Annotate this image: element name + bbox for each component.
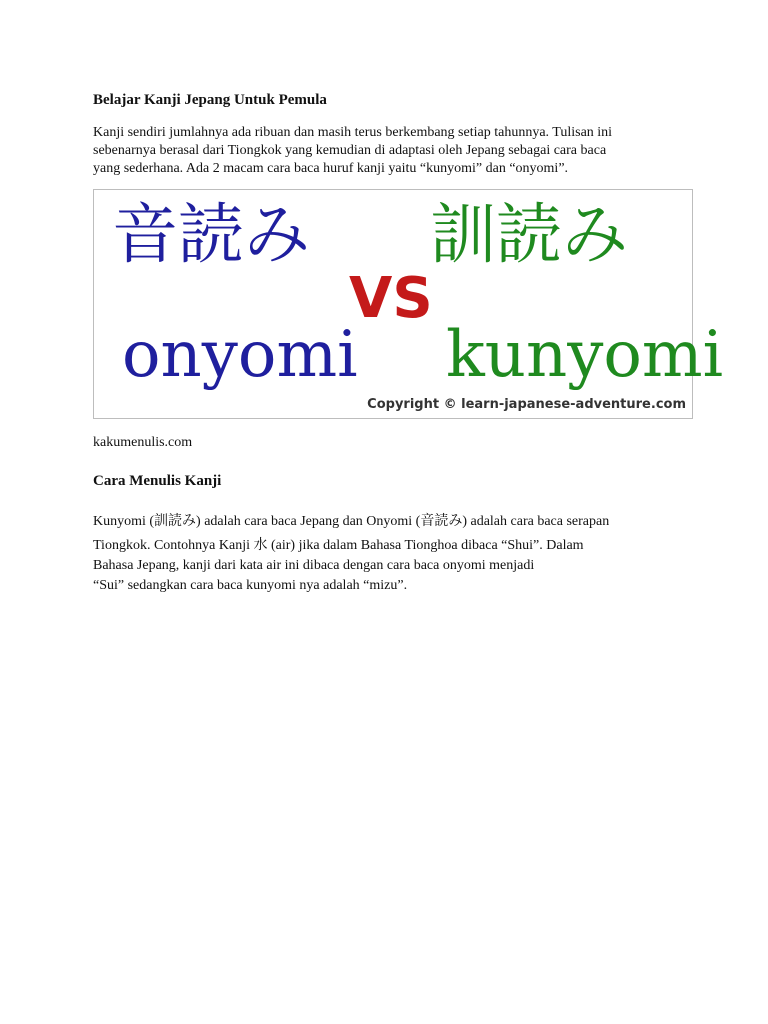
paragraph-line: Kunyomi (訓読み) adalah cara baca Jepang dan Onyomi (音読み) adalah cara baca serapan [93, 514, 610, 529]
kunyomi-kanji-label: 訓読み [430, 196, 628, 273]
paragraph-line: “Sui” sedangkan cara baca kunyomi nya adalah “mizu”. [93, 578, 408, 593]
onyomi-vs-kunyomi-image [93, 189, 724, 419]
section-heading-belajar: Belajar Kanji Jepang Untuk Pemula [93, 92, 327, 108]
image-caption: kakumenulis.com [93, 435, 193, 450]
onyomi-roman-label: onyomi [122, 318, 358, 392]
paragraph-line: Tiongkok. Contohnya Kanji 水 (air) jika dalam Bahasa Tionghoa dibaca “Shui”. Dalam [93, 538, 584, 553]
paragraph-line: sebenarnya berasal dari Tiongkok yang kemudian di adaptasi oleh Jepang sebagai cara baca [93, 143, 607, 158]
onyomi-kanji-label: 音読み [112, 196, 310, 273]
vs-label: VS [349, 266, 433, 331]
kanji-explanation-paragraph [93, 512, 683, 596]
section-heading-cara-menulis: Cara Menulis Kanji [93, 473, 222, 489]
paragraph-line: yang sederhana. Ada 2 macam cara baca huruf kanji yaitu “kunyomi” dan “onyomi”. [93, 161, 569, 176]
intro-paragraph [93, 124, 683, 178]
image-copyright: Copyright © learn-japanese-adventure.com [367, 397, 686, 412]
kunyomi-roman-label: kunyomi [446, 318, 724, 392]
paragraph-line: Kanji sendiri jumlahnya ada ribuan dan masih terus berkembang setiap tahunnya. Tulisan ini [93, 125, 613, 140]
paragraph-line: Bahasa Jepang, kanji dari kata air ini dibaca dengan cara baca onyomi menjadi [93, 558, 535, 573]
